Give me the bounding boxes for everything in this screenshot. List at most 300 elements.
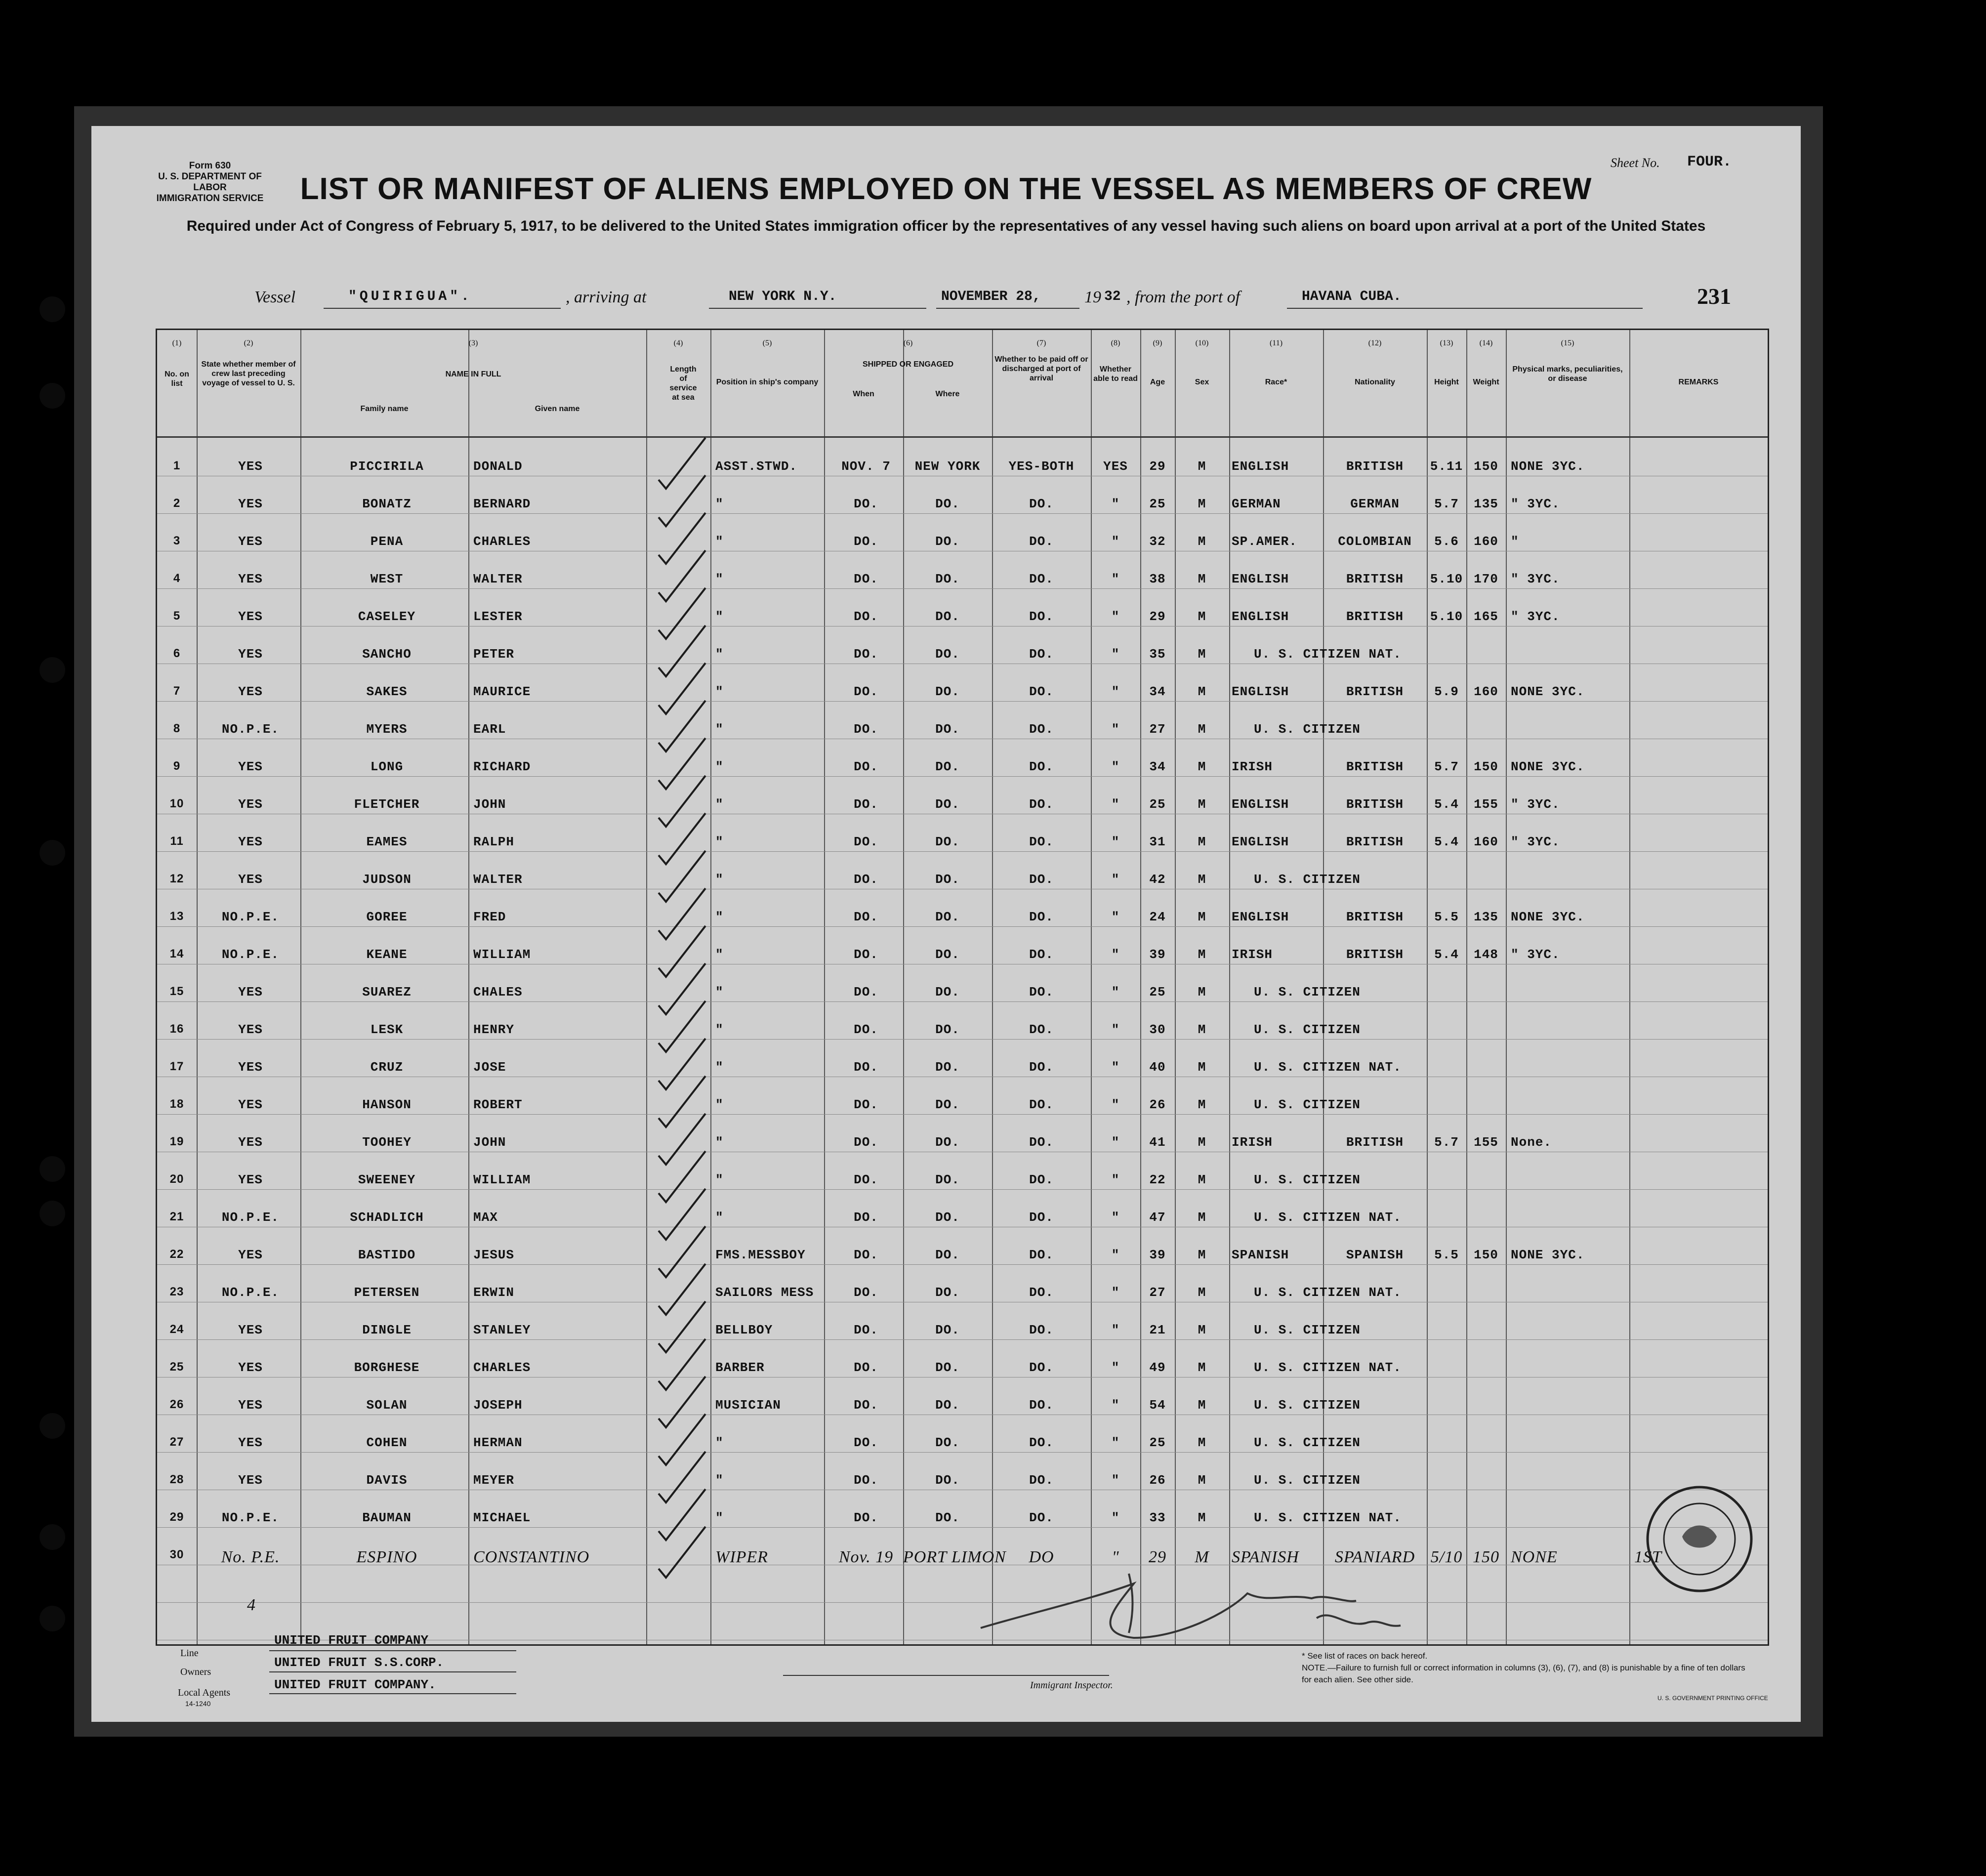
cell-family-name: COHEN <box>366 1435 408 1450</box>
cell-age: 31 <box>1149 834 1166 849</box>
col-num-4: (4) <box>673 339 683 347</box>
cell-previous-voyage: YES <box>238 1022 263 1037</box>
page-number: 231 <box>1697 284 1731 309</box>
cell-nationality: BRITISH <box>1346 947 1404 962</box>
cell-physical-marks: " 3YC. <box>1511 572 1560 586</box>
cell-previous-voyage: YES <box>238 1135 263 1150</box>
cell-shipped-where: DO. <box>935 910 960 924</box>
cell-given-name: WALTER <box>473 572 523 586</box>
cell-family-name: BORGHESE <box>354 1360 420 1375</box>
col-num-8: (8) <box>1111 339 1120 347</box>
line-label: Line <box>180 1648 199 1659</box>
cell-weight: 160 <box>1474 834 1498 849</box>
cell-able-to-read: " <box>1111 759 1120 774</box>
from-port-label: , from the port of <box>1126 288 1241 306</box>
cell-family-name: ESPINO <box>356 1548 417 1566</box>
cell-paid-off: DO. <box>1029 1097 1054 1112</box>
cell-family-name: SOLAN <box>366 1398 408 1413</box>
cell-weight: 160 <box>1474 534 1498 549</box>
cell-paid-off: DO. <box>1029 1248 1054 1262</box>
col-header-when: When <box>853 390 874 398</box>
cell-given-name: JOSE <box>473 1060 506 1075</box>
cell-sex: M <box>1198 459 1206 474</box>
cell-crew-number: 4 <box>173 572 181 585</box>
cell-crew-number: 24 <box>169 1323 184 1336</box>
cell-age: 25 <box>1149 985 1166 1000</box>
cell-able-to-read: " <box>1111 797 1120 812</box>
cell-physical-marks: NONE 3YC. <box>1511 459 1585 474</box>
cell-race: U. S. CITIZEN <box>1254 1022 1361 1037</box>
cell-shipped-where: NEW YORK <box>914 459 981 474</box>
col-num-14: (14) <box>1479 339 1493 347</box>
cell-able-to-read: " <box>1111 1248 1120 1262</box>
binder-hole <box>40 1524 65 1550</box>
cell-given-name: JOHN <box>473 1135 506 1150</box>
cell-weight: 148 <box>1474 947 1498 962</box>
cell-able-to-read: " <box>1111 1135 1120 1150</box>
cell-sex: M <box>1198 497 1206 511</box>
arrival-year-suffix: 32 <box>1104 289 1121 304</box>
consulate-seal <box>1643 1482 1756 1596</box>
cell-given-name: WILLIAM <box>473 947 531 962</box>
col-num-13: (13) <box>1440 339 1453 347</box>
col-header-given-name: Given name <box>535 405 580 413</box>
cell-family-name: SANCHO <box>362 647 412 662</box>
cell-sex: M <box>1198 1323 1206 1337</box>
cell-race: U. S. CITIZEN <box>1254 1473 1361 1488</box>
cell-age: 27 <box>1149 722 1166 737</box>
cell-crew-number: 1 <box>173 459 181 472</box>
cell-position: " <box>715 497 724 511</box>
cell-family-name: BAUMAN <box>362 1510 412 1525</box>
cell-able-to-read: " <box>1111 1210 1120 1225</box>
cell-nationality: BRITISH <box>1346 834 1404 849</box>
arriving-label: , arriving at <box>566 288 647 306</box>
cell-shipped-when: DO. <box>854 947 878 962</box>
cell-age: 29 <box>1149 459 1166 474</box>
cell-age: 38 <box>1149 572 1166 586</box>
cell-shipped-when: DO. <box>854 722 878 737</box>
line-underline <box>269 1650 516 1651</box>
service-check-mark <box>659 1339 705 1390</box>
cell-race: SP.AMER. <box>1232 534 1297 549</box>
cell-previous-voyage: YES <box>238 1435 263 1450</box>
cell-previous-voyage: YES <box>238 459 263 474</box>
cell-sex: M <box>1198 1210 1206 1225</box>
cell-sex: M <box>1198 759 1206 774</box>
cell-height: 5.5 <box>1434 910 1459 924</box>
cell-family-name: PENA <box>370 534 404 549</box>
cell-shipped-when: DO. <box>854 1060 878 1075</box>
document-title: LIST OR MANIFEST OF ALIENS EMPLOYED ON THE VESSEL AS MEMBERS OF CREW <box>300 172 1592 206</box>
cell-shipped-where: DO. <box>935 985 960 1000</box>
cell-able-to-read: " <box>1111 534 1120 549</box>
service-check-mark <box>659 1452 705 1502</box>
cell-family-name: LESK <box>370 1022 404 1037</box>
arrival-port: NEW YORK N.Y. <box>729 289 837 304</box>
cell-crew-number: 11 <box>170 834 184 848</box>
cell-given-name: ROBERT <box>473 1097 523 1112</box>
cell-previous-voyage: YES <box>238 872 263 887</box>
service-check-mark <box>659 926 705 977</box>
cell-shipped-when: DO. <box>854 684 878 699</box>
col-header-nationality: Nationality <box>1355 378 1395 386</box>
cell-able-to-read: " <box>1111 910 1120 924</box>
cell-height: 5.10 <box>1430 572 1463 586</box>
cell-age: 22 <box>1149 1172 1166 1187</box>
cell-paid-off: DO. <box>1029 1323 1054 1337</box>
cell-shipped-when: DO. <box>854 1360 878 1375</box>
cell-sex: M <box>1198 1060 1206 1075</box>
cell-sex: M <box>1198 722 1206 737</box>
printer-credit: U. S. GOVERNMENT PRINTING OFFICE <box>1657 1695 1768 1702</box>
cell-family-name: BONATZ <box>362 497 412 511</box>
cell-shipped-where: DO. <box>935 647 960 662</box>
cell-height: 5.4 <box>1434 834 1459 849</box>
cell-crew-number: 9 <box>173 759 181 773</box>
cell-sex: M <box>1198 1285 1206 1300</box>
cell-crew-number: 14 <box>169 947 184 960</box>
cell-age: 32 <box>1149 534 1166 549</box>
cell-weight: 135 <box>1474 497 1498 511</box>
cell-able-to-read: " <box>1111 1398 1120 1413</box>
cell-crew-number: 23 <box>169 1285 184 1298</box>
cell-paid-off: DO. <box>1029 1022 1054 1037</box>
col-header-physical-marks: Physical marks, peculiarities, or disease <box>1512 365 1623 383</box>
cell-shipped-when: DO. <box>854 872 878 887</box>
cell-family-name: WEST <box>370 572 404 586</box>
cell-position: MUSICIAN <box>715 1398 781 1413</box>
cell-shipped-where: PORT LIMON <box>903 1548 1006 1566</box>
cell-position: " <box>715 1060 724 1075</box>
cell-paid-off: DO <box>1029 1548 1054 1566</box>
cell-physical-marks: NONE 3YC. <box>1511 759 1585 774</box>
cell-family-name: CASELEY <box>358 609 416 624</box>
cell-position: " <box>715 797 724 812</box>
arrival-date: NOVEMBER 28, <box>941 289 1041 304</box>
cell-weight: 150 <box>1474 759 1498 774</box>
service-check-mark <box>659 963 705 1014</box>
service-check-mark <box>659 513 705 564</box>
cell-shipped-when: NOV. 7 <box>841 459 891 474</box>
cell-sex: M <box>1198 1135 1206 1150</box>
cell-height: 5.9 <box>1434 684 1459 699</box>
owners-value: UNITED FRUIT S.S.CORP. <box>274 1655 444 1670</box>
sheet-number-label: Sheet No. <box>1611 156 1660 170</box>
cell-nationality: BRITISH <box>1346 572 1404 586</box>
cell-race: U. S. CITIZEN NAT. <box>1254 1510 1402 1525</box>
cell-age: 39 <box>1149 947 1166 962</box>
cell-sex: M <box>1198 947 1206 962</box>
service-check-mark <box>659 1414 705 1465</box>
cell-crew-number: 17 <box>169 1060 184 1073</box>
cell-given-name: FRED <box>473 910 506 924</box>
cell-physical-marks: " 3YC. <box>1511 609 1560 624</box>
cell-shipped-when: DO. <box>854 1135 878 1150</box>
cell-crew-number: 26 <box>169 1398 184 1411</box>
cell-paid-off: DO. <box>1029 647 1054 662</box>
cell-given-name: MAX <box>473 1210 498 1225</box>
cell-age: 29 <box>1149 1548 1166 1566</box>
local-agents-value: UNITED FRUIT COMPANY. <box>274 1677 436 1692</box>
cell-able-to-read: " <box>1111 1435 1120 1450</box>
cell-race: U. S. CITIZEN <box>1254 1323 1361 1337</box>
cell-position: " <box>715 1097 724 1112</box>
cell-previous-voyage: YES <box>238 684 263 699</box>
cell-able-to-read: " <box>1111 834 1120 849</box>
cell-crew-number: 10 <box>169 797 184 810</box>
cell-age: 33 <box>1149 1510 1166 1525</box>
service-check-mark <box>659 1114 705 1165</box>
cell-previous-voyage: NO.P.E. <box>221 1510 280 1525</box>
cell-nationality: BRITISH <box>1346 910 1404 924</box>
cell-previous-voyage: YES <box>238 797 263 812</box>
col-header-weight: Weight <box>1473 378 1499 386</box>
cell-race: U. S. CITIZEN NAT. <box>1254 1060 1402 1075</box>
cell-crew-number: 19 <box>169 1135 184 1148</box>
cell-height: 5.7 <box>1434 759 1459 774</box>
cell-given-name: RICHARD <box>473 759 531 774</box>
cell-race: GERMAN <box>1232 497 1281 511</box>
cell-shipped-where: DO. <box>935 947 960 962</box>
cell-given-name: RALPH <box>473 834 515 849</box>
cell-sex: M <box>1198 1097 1206 1112</box>
cell-physical-marks: " <box>1511 534 1519 549</box>
service-check-mark <box>659 776 705 827</box>
col-num-10: (10) <box>1195 339 1209 347</box>
cell-sex: M <box>1198 1172 1206 1187</box>
binder-hole <box>40 1201 65 1226</box>
col-num-9: (9) <box>1153 339 1162 347</box>
cell-able-to-read: " <box>1111 1510 1120 1525</box>
service-check-mark <box>659 1527 705 1578</box>
col-header-family-name: Family name <box>360 405 409 413</box>
cell-shipped-where: DO. <box>935 1060 960 1075</box>
cell-shipped-where: DO. <box>935 872 960 887</box>
cell-given-name: WALTER <box>473 872 523 887</box>
cell-paid-off: DO. <box>1029 534 1054 549</box>
cell-shipped-when: DO. <box>854 1285 878 1300</box>
col-header-height: Height <box>1434 378 1459 386</box>
cell-age: 47 <box>1149 1210 1166 1225</box>
cell-weight: 135 <box>1474 910 1498 924</box>
cell-family-name: TOOHEY <box>362 1135 412 1150</box>
cell-age: 34 <box>1149 759 1166 774</box>
cell-position: " <box>715 910 724 924</box>
cell-sex: M <box>1198 1473 1206 1488</box>
document-subtitle: Required under Act of Congress of February 5, 1917, to be delivered to the United States immigration officer by the representatives of any vessel having such aliens on board upon arrival at a port of the United States <box>186 218 1706 234</box>
cell-paid-off: YES-BOTH <box>1008 459 1075 474</box>
cell-shipped-when: DO. <box>854 1473 878 1488</box>
cell-position: BELLBOY <box>715 1323 773 1337</box>
cell-sex: M <box>1198 684 1206 699</box>
col-num-3: (3) <box>468 339 478 347</box>
cell-previous-voyage: YES <box>238 1360 263 1375</box>
cell-previous-voyage: No. P.E. <box>221 1548 280 1566</box>
arrival-year-prefix: 19 <box>1084 288 1101 306</box>
cell-height: 5.7 <box>1434 497 1459 511</box>
cell-race: U. S. CITIZEN <box>1254 872 1361 887</box>
cell-sex: M <box>1198 834 1206 849</box>
cell-nationality: SPANISH <box>1346 1248 1404 1262</box>
cell-position: " <box>715 759 724 774</box>
vessel-name: "QUIRIGUA". <box>348 289 472 304</box>
cell-race: ENGLISH <box>1232 609 1289 624</box>
cell-shipped-where: DO. <box>935 534 960 549</box>
col-num-12: (12) <box>1368 339 1382 347</box>
cell-able-to-read: " <box>1111 647 1120 662</box>
cell-physical-marks: " 3YC. <box>1511 947 1560 962</box>
cell-race: ENGLISH <box>1232 459 1289 474</box>
cell-paid-off: DO. <box>1029 1060 1054 1075</box>
cell-height: 5.6 <box>1434 534 1459 549</box>
cell-previous-voyage: YES <box>238 834 263 849</box>
cell-race: U. S. CITIZEN <box>1254 1097 1361 1112</box>
cell-height: 5.10 <box>1430 609 1463 624</box>
col-header-sex: Sex <box>1195 378 1209 386</box>
service-check-mark <box>659 1076 705 1127</box>
races-note: * See list of races on back hereof. <box>1302 1651 1428 1661</box>
service-check-mark <box>659 701 705 751</box>
cell-position: " <box>715 684 724 699</box>
cell-previous-voyage: YES <box>238 572 263 586</box>
cell-able-to-read: " <box>1111 609 1120 624</box>
cell-family-name: GOREE <box>366 910 408 924</box>
service-check-mark <box>659 1001 705 1052</box>
manifest-page <box>91 126 1801 1722</box>
cell-sex: M <box>1198 647 1206 662</box>
cell-physical-marks: " 3YC. <box>1511 797 1560 812</box>
cell-sex: M <box>1198 1022 1206 1037</box>
col-header-shipped: SHIPPED OR ENGAGED <box>862 360 954 369</box>
cell-sex: M <box>1198 1248 1206 1262</box>
cell-race: SPANISH <box>1232 1548 1299 1566</box>
cell-sex: M <box>1198 1510 1206 1525</box>
cell-family-name: SCHADLICH <box>350 1210 424 1225</box>
cell-shipped-when: DO. <box>854 572 878 586</box>
cell-race: U. S. CITIZEN <box>1254 722 1361 737</box>
cell-position: " <box>715 872 724 887</box>
cell-family-name: SUAREZ <box>362 985 412 1000</box>
cell-crew-number: 8 <box>173 722 181 735</box>
cell-crew-number: 20 <box>169 1172 184 1186</box>
cell-given-name: MEYER <box>473 1473 515 1488</box>
cell-family-name: BASTIDO <box>358 1248 416 1262</box>
col-header-name: NAME IN FULL <box>445 370 501 378</box>
cell-crew-number: 6 <box>173 647 181 660</box>
cell-race: U. S. CITIZEN <box>1254 1398 1361 1413</box>
cell-paid-off: DO. <box>1029 1435 1054 1450</box>
date-underline <box>936 308 1079 309</box>
cell-paid-off: DO. <box>1029 572 1054 586</box>
cell-shipped-where: DO. <box>935 1248 960 1262</box>
col-header-race: Race* <box>1265 378 1287 386</box>
cell-nationality: BRITISH <box>1346 684 1404 699</box>
cell-shipped-when: DO. <box>854 1435 878 1450</box>
cell-family-name: PETERSEN <box>354 1285 420 1300</box>
cell-nationality: BRITISH <box>1346 459 1404 474</box>
cell-position: " <box>715 647 724 662</box>
cell-given-name: JOSEPH <box>473 1398 523 1413</box>
cell-shipped-when: DO. <box>854 1172 878 1187</box>
cell-sex: M <box>1198 534 1206 549</box>
cell-crew-number: 25 <box>169 1360 184 1374</box>
cell-race: U. S. CITIZEN NAT. <box>1254 1360 1402 1375</box>
cell-crew-number: 15 <box>169 985 184 998</box>
service-check-mark <box>659 550 705 601</box>
cell-shipped-when: DO. <box>854 1097 878 1112</box>
cell-shipped-where: DO. <box>935 1398 960 1413</box>
cell-race: ENGLISH <box>1232 684 1289 699</box>
cell-position: " <box>715 609 724 624</box>
cell-position: SAILORS MESS <box>715 1285 814 1300</box>
cell-sex: M <box>1198 572 1206 586</box>
cell-family-name: LONG <box>370 759 404 774</box>
cell-previous-voyage: YES <box>238 1172 263 1187</box>
cell-shipped-when: DO. <box>854 759 878 774</box>
cell-height: 5.7 <box>1434 1135 1459 1150</box>
form-identifier: Form 630 U. S. DEPARTMENT OF LABOR IMMIGRATION SERVICE <box>156 161 264 204</box>
cell-crew-number: 28 <box>169 1473 184 1486</box>
col-header-paid-off: Whether to be paid off or discharged at port of arrival <box>994 355 1088 382</box>
service-check-mark <box>659 888 705 939</box>
cell-previous-voyage: YES <box>238 759 263 774</box>
cell-race: U. S. CITIZEN NAT. <box>1254 1210 1402 1225</box>
cell-weight: 155 <box>1474 1135 1498 1150</box>
cell-shipped-where: DO. <box>935 1473 960 1488</box>
cell-sex: M <box>1198 1398 1206 1413</box>
cell-position: ASST.STWD. <box>715 459 798 474</box>
cell-paid-off: DO. <box>1029 872 1054 887</box>
cell-able-to-read: " <box>1111 1172 1120 1187</box>
cell-shipped-where: DO. <box>935 1285 960 1300</box>
cell-family-name: FLETCHER <box>354 797 420 812</box>
cell-nationality: BRITISH <box>1346 797 1404 812</box>
cell-shipped-when: DO. <box>854 1248 878 1262</box>
cell-weight: 150 <box>1474 459 1498 474</box>
cell-race: ENGLISH <box>1232 910 1289 924</box>
service-check-mark <box>659 1226 705 1277</box>
cell-shipped-when: DO. <box>854 609 878 624</box>
cell-nationality: BRITISH <box>1346 1135 1404 1150</box>
cell-shipped-when: DO. <box>854 1323 878 1337</box>
service-check-mark <box>659 738 705 789</box>
cell-paid-off: DO. <box>1029 1135 1054 1150</box>
cell-given-name: LESTER <box>473 609 523 624</box>
cell-race: U. S. CITIZEN NAT. <box>1254 1285 1402 1300</box>
cell-height: 5.4 <box>1434 797 1459 812</box>
cell-family-name: HANSON <box>362 1097 412 1112</box>
cell-family-name: DAVIS <box>366 1473 408 1488</box>
cell-previous-voyage: YES <box>238 1248 263 1262</box>
cell-paid-off: DO. <box>1029 834 1054 849</box>
service-check-mark <box>659 851 705 902</box>
cell-paid-off: DO. <box>1029 1473 1054 1488</box>
col-header-service-length: Length of service at sea <box>669 365 697 402</box>
footnotes <box>1302 1650 1746 1686</box>
cell-nationality: GERMAN <box>1350 497 1400 511</box>
cell-shipped-where: DO. <box>935 797 960 812</box>
cell-shipped-where: DO. <box>935 572 960 586</box>
owners-underline <box>269 1671 516 1672</box>
cell-given-name: MAURICE <box>473 684 531 699</box>
line-value: UNITED FRUIT COMPANY <box>274 1633 429 1648</box>
cell-shipped-when: DO. <box>854 497 878 511</box>
cell-crew-number: 3 <box>173 534 181 547</box>
cell-race: ENGLISH <box>1232 797 1289 812</box>
cell-given-name: BERNARD <box>473 497 531 511</box>
cell-position: " <box>715 1022 724 1037</box>
